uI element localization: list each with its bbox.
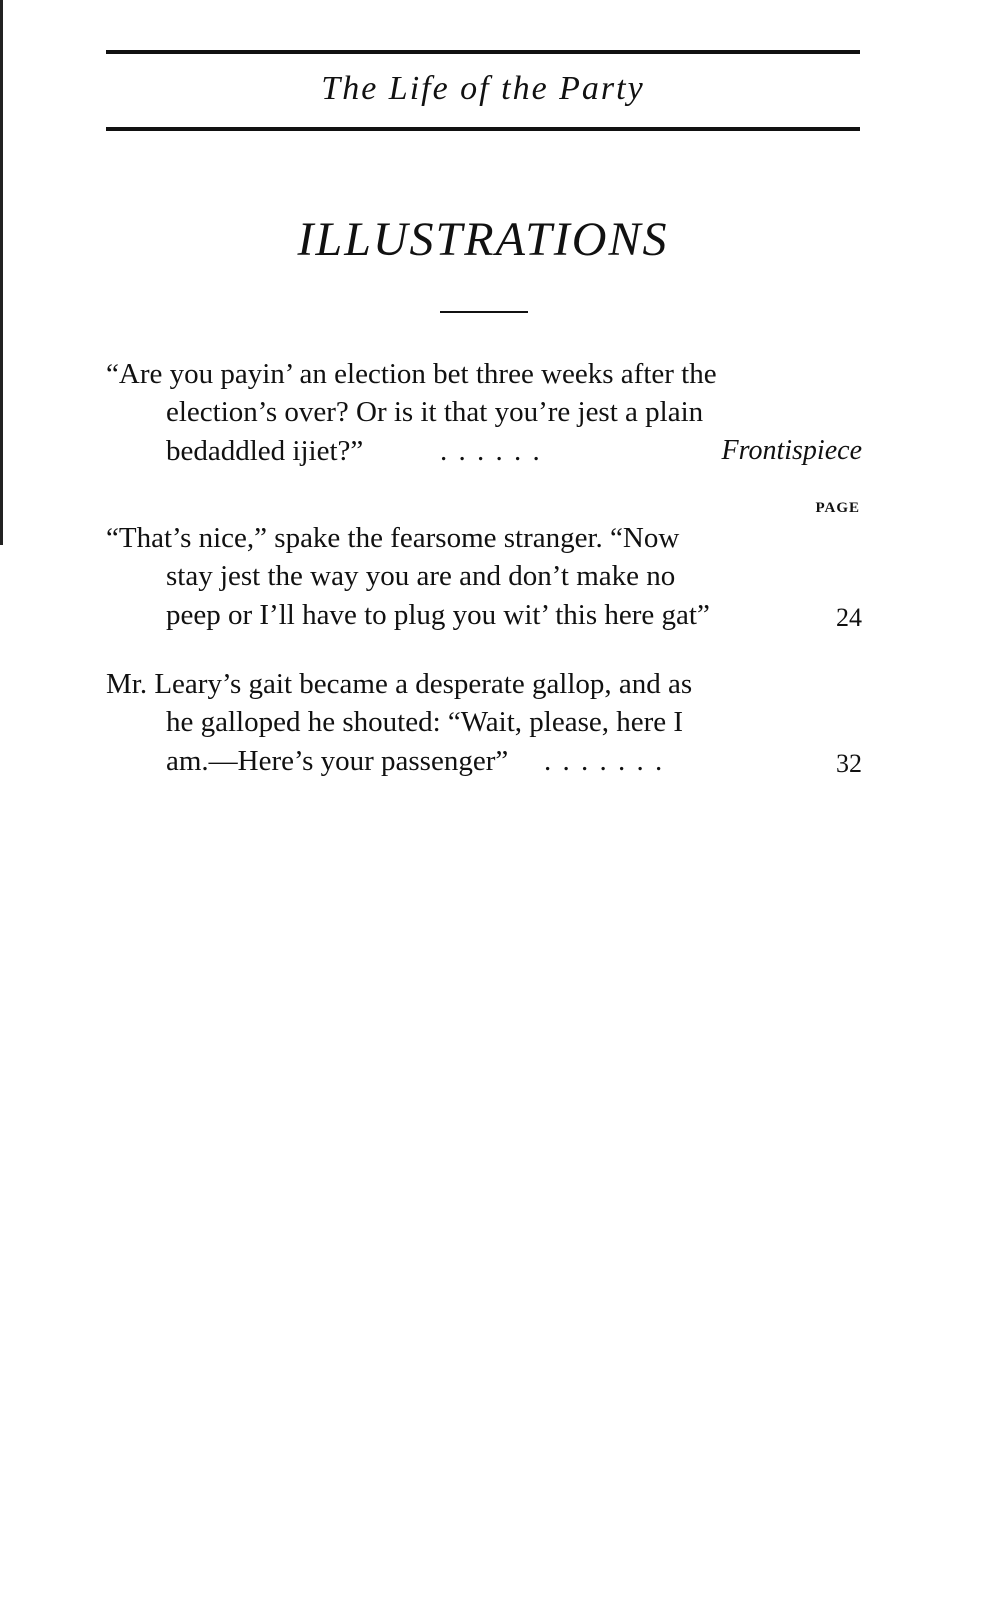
- running-head: The Life of the Party: [321, 70, 645, 107]
- entry-line: stay jest the way you are and don’t make no: [166, 560, 676, 592]
- dot-leaders: . . . . . .: [440, 435, 542, 467]
- page-reference: 24: [836, 603, 862, 632]
- entry-line: bedaddled ijiet?”: [166, 435, 364, 467]
- section-title: ILLUSTRATIONS: [297, 213, 669, 266]
- page-left-edge: [0, 0, 3, 545]
- entry-line: election’s over? Or is it that you’re jest a plain: [166, 396, 704, 428]
- entry-line: “That’s nice,” spake the fearsome stranger. “Now: [106, 522, 680, 554]
- dot-leaders: . . . . . . .: [544, 745, 665, 777]
- entry-line: peep or I’ll have to plug you wit’ this here gat”: [166, 599, 710, 631]
- page-reference: 32: [836, 749, 862, 778]
- entry-line: Mr. Leary’s gait became a desperate gallop, and as: [106, 668, 693, 700]
- page-column-label: PAGE: [815, 500, 860, 516]
- title-divider: [440, 311, 528, 313]
- entry-line: he galloped he shouted: “Wait, please, here I: [166, 706, 684, 738]
- page-reference: Frontispiece: [721, 435, 862, 466]
- entry-line: am.—Here’s your passenger”: [166, 745, 509, 777]
- entry-line: “Are you payin’ an election bet three weeks after the: [106, 358, 717, 390]
- header-bottom-rule: [106, 127, 860, 131]
- header-top-rule: [106, 50, 860, 54]
